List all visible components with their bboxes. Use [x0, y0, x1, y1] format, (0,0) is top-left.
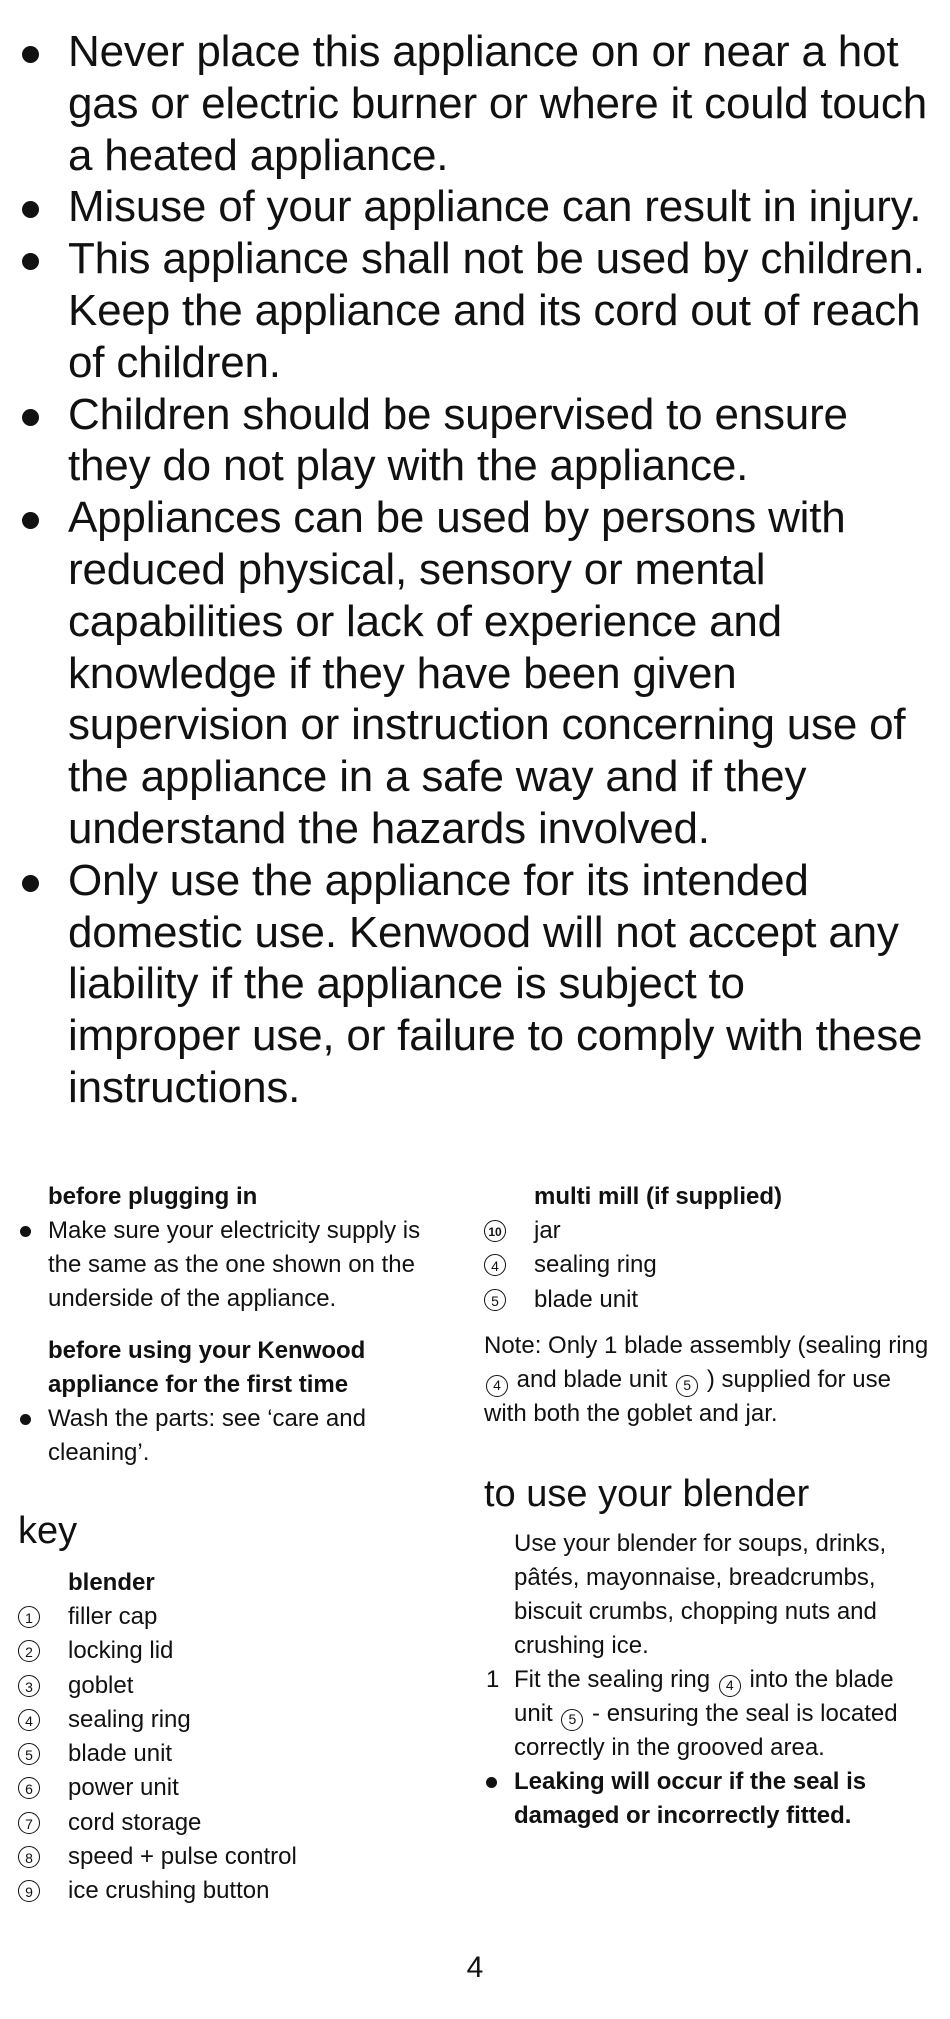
before-plugging-heading: before plugging in: [48, 1183, 258, 1210]
number-circle-icon: 9: [18, 1880, 40, 1902]
bullet-icon: [22, 46, 39, 63]
number-circle-icon: 5: [484, 1289, 506, 1311]
left-column: [18, 1180, 458, 1909]
list-item: This appliance shall not be used by children. Keep the appliance and its cord out of reach of children.: [18, 233, 928, 388]
page-number: 4: [466, 1951, 484, 1984]
blender-heading: blender: [68, 1569, 155, 1596]
step-item: 1 Fit the sealing ring 4 into the blade unit 5 - ensuring the seal is located correctly in the grooved area.: [484, 1663, 934, 1765]
number-circle-icon: 3: [18, 1675, 40, 1697]
key-item: 5 blade unit: [484, 1283, 934, 1317]
number-circle-icon: 10: [484, 1220, 506, 1242]
number-circle-icon: 4: [484, 1254, 506, 1276]
list-item: Children should be supervised to ensure they do not play with the appliance.: [18, 389, 928, 493]
key-item: 5 blade unit: [18, 1737, 458, 1771]
bullet-icon: [486, 1777, 497, 1788]
number-circle-icon: 5: [676, 1375, 698, 1397]
step-number: 1: [486, 1665, 500, 1693]
number-circle-icon: 8: [18, 1846, 40, 1868]
blade-note: Note: Only 1 blade assembly (sealing ring 4 and blade unit 5 ) supplied for use with both the goblet and jar.: [484, 1331, 929, 1427]
bullet-icon: [20, 1414, 31, 1425]
safety-list: [18, 26, 928, 1114]
before-first-use-heading: before using your Kenwood appliance for the first time: [48, 1337, 366, 1398]
bullet-icon: [22, 253, 39, 270]
key-list: [18, 1600, 458, 1909]
bullet-icon: [22, 201, 39, 218]
key-item: 6 power unit: [18, 1771, 458, 1805]
bullet-icon: [22, 409, 39, 426]
key-item: 7 cord storage: [18, 1806, 458, 1840]
key-item: 4 sealing ring: [18, 1703, 458, 1737]
key-item: 10 jar: [484, 1214, 934, 1248]
bullet-icon: [20, 1226, 31, 1237]
list-item: Wash the parts: see ‘care and cleaning’.: [18, 1402, 458, 1470]
warning-item: Leaking will occur if the seal is damaged or incorrectly fitted.: [484, 1765, 934, 1833]
before-first-use-list: [18, 1402, 458, 1470]
key-title: key: [18, 1510, 78, 1552]
number-circle-icon: 1: [18, 1606, 40, 1628]
list-item: Never place this appliance on or near a hot gas or electric burner or where it could touch a heated appliance.: [18, 26, 928, 181]
key-item: 9 ice crushing button: [18, 1874, 458, 1908]
key-item: 2 locking lid: [18, 1634, 458, 1668]
number-circle-icon: 7: [18, 1812, 40, 1834]
number-circle-icon: 6: [18, 1777, 40, 1799]
number-circle-icon: 4: [18, 1709, 40, 1731]
list-item: Appliances can be used by persons with reduced physical, sensory or mental capabilities or lack of experience and knowledge if they have been given supervision or instruction concerning use of the appliance in a safe way and if they understand the hazards involved.: [18, 492, 928, 855]
to-use-intro: Use your blender for soups, drinks, pâtés, mayonnaise, breadcrumbs, biscuit crumbs, chopping nuts and crushing ice.: [514, 1529, 887, 1659]
bullet-icon: [22, 512, 39, 529]
multi-mill-list: [484, 1214, 934, 1317]
number-circle-icon: 4: [486, 1375, 508, 1397]
key-item: 4 sealing ring: [484, 1248, 934, 1282]
number-circle-icon: 5: [18, 1743, 40, 1765]
number-circle-icon: 2: [18, 1640, 40, 1662]
list-item: Misuse of your appliance can result in injury.: [18, 181, 928, 233]
key-item: 8 speed + pulse control: [18, 1840, 458, 1874]
number-circle-icon: 4: [719, 1675, 741, 1697]
right-column: [484, 1180, 934, 1833]
list-item: Only use the appliance for its intended domestic use. Kenwood will not accept any liability if the appliance is subject to improper use, or failure to comply with these instructions.: [18, 855, 928, 1114]
bullet-icon: [22, 875, 39, 892]
before-plugging-list: [18, 1214, 458, 1316]
multi-mill-heading: multi mill (if supplied): [534, 1183, 782, 1210]
list-item: Make sure your electricity supply is the same as the one shown on the underside of the appliance.: [18, 1214, 458, 1316]
key-item: 1 filler cap: [18, 1600, 458, 1634]
steps-list: [484, 1663, 934, 1833]
number-circle-icon: 5: [561, 1709, 583, 1731]
key-item: 3 goblet: [18, 1669, 458, 1703]
to-use-title: to use your blender: [484, 1472, 810, 1515]
